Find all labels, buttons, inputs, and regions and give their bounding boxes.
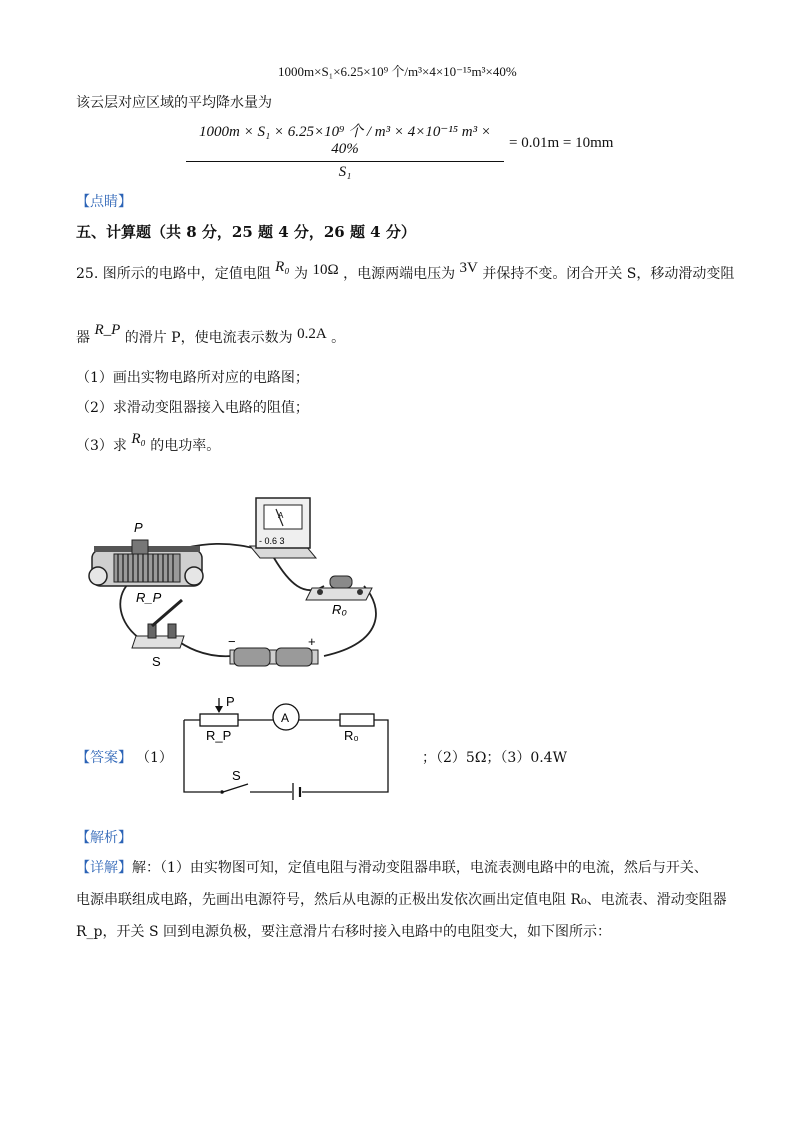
fraction-denominator: S₁ [338, 164, 352, 180]
analysis-tag: 【解析】 [76, 830, 132, 846]
rain-intro-text: 该云层对应区域的平均降水量为 [76, 95, 272, 111]
battery-plus: + [308, 634, 316, 649]
answer-circuit-diagram [176, 692, 396, 800]
answer-part1: （1） [136, 750, 173, 766]
sub3-b: 的电功率。 [150, 438, 221, 454]
detail-line3: R_p，开关 S 回到电源负极，要注意滑片右移时接入电路中的电阻变大，如下图所示： [76, 924, 611, 940]
voltage-value: 3V [459, 260, 478, 276]
r0-value: 10Ω [312, 262, 339, 278]
q25-line1-d: 并保持不变。闭合开关 S，移动滑动变阻 [482, 266, 735, 282]
answer-tag: 【答案】 [76, 750, 132, 766]
q25-line1-c: ，电源两端电压为 [343, 266, 456, 282]
detail-tag: 【详解】 [76, 860, 132, 876]
q25-line2 [76, 322, 346, 348]
r0-symbol: R₀ [275, 259, 290, 275]
slider-arrow-icon [215, 706, 223, 713]
diagram-label-rp: R_P [206, 728, 232, 743]
resistor-symbol [340, 714, 374, 726]
rheostat-symbol [200, 714, 238, 726]
fraction-bar [186, 161, 504, 162]
current-value: 0.2A [297, 326, 327, 342]
q25-line1-b: 为 [294, 266, 309, 282]
q25-line2-b: 的滑片 P，使电流表示数为 [124, 330, 293, 346]
wire-meter-r0 [274, 558, 324, 590]
label-p: P [134, 520, 143, 535]
detail-line2: 电源串联组成电路，先画出电源符号，然后从电源的正极出发依次画出定值电阻 R₀、电流表、滑动变阻器 [76, 892, 727, 908]
meter-label: A [278, 511, 284, 520]
diagram-label-r0: R₀ [344, 728, 359, 743]
physical-circuit-figure [84, 488, 394, 688]
top-formula: 1000m×S₁×6.25×10⁹ 个/m³×4×10⁻¹⁵m³×40% [278, 64, 517, 79]
detail-line1 [76, 858, 708, 878]
ammeter-icon [250, 498, 316, 558]
dianjing-tag: 【点睛】 [76, 194, 132, 210]
switch-icon [132, 600, 184, 648]
label-r0: R₀ [332, 602, 347, 617]
r0-symbol-2: R₀ [131, 431, 146, 447]
meter-scale: - 0.6 3 [259, 536, 285, 546]
q25-line1 [76, 259, 735, 284]
sub-question-2: （2）求滑动变阻器接入电路的阻值； [76, 400, 309, 416]
battery-icon [230, 648, 318, 666]
sub-question-3 [76, 431, 221, 456]
diagram-label-s: S [232, 768, 241, 783]
q25-line2-c: 。 [331, 330, 346, 346]
fraction-numerator: 1000m × S₁ × 6.25×10⁹ 个 / m³ × 4×10⁻¹⁵ m³ × 40% [199, 124, 491, 157]
diagram-label-a: A [281, 711, 290, 725]
detail-text-1: 解：（1）由实物图可知，定值电阻与滑动变阻器串联，电流表测电路中的电流，然后与开关、 [132, 860, 708, 876]
battery-minus: − [228, 634, 236, 649]
sub3-a: （3）求 [76, 438, 127, 454]
resistor-r0-icon [306, 576, 372, 600]
answer-part23: ；（2）5Ω；（3）0.4W [422, 750, 567, 766]
q25-line2-a: 器 [76, 330, 90, 346]
rp-symbol: R_P [94, 322, 121, 338]
sub-question-1: （1）画出实物电路所对应的电路图； [76, 370, 309, 386]
diagram-label-p: P [226, 694, 235, 709]
label-rp: R_P [136, 590, 162, 605]
rainfall-fraction [186, 120, 504, 181]
q25-line1-a: 25. 图所示的电路中，定值电阻 [76, 266, 271, 282]
label-s: S [152, 654, 161, 669]
fraction-result: = 0.01m = 10mm [509, 135, 614, 151]
rheostat-icon [89, 540, 203, 586]
section-title: 五、计算题（共 8 分，25 题 4 分，26 题 4 分） [76, 223, 416, 241]
